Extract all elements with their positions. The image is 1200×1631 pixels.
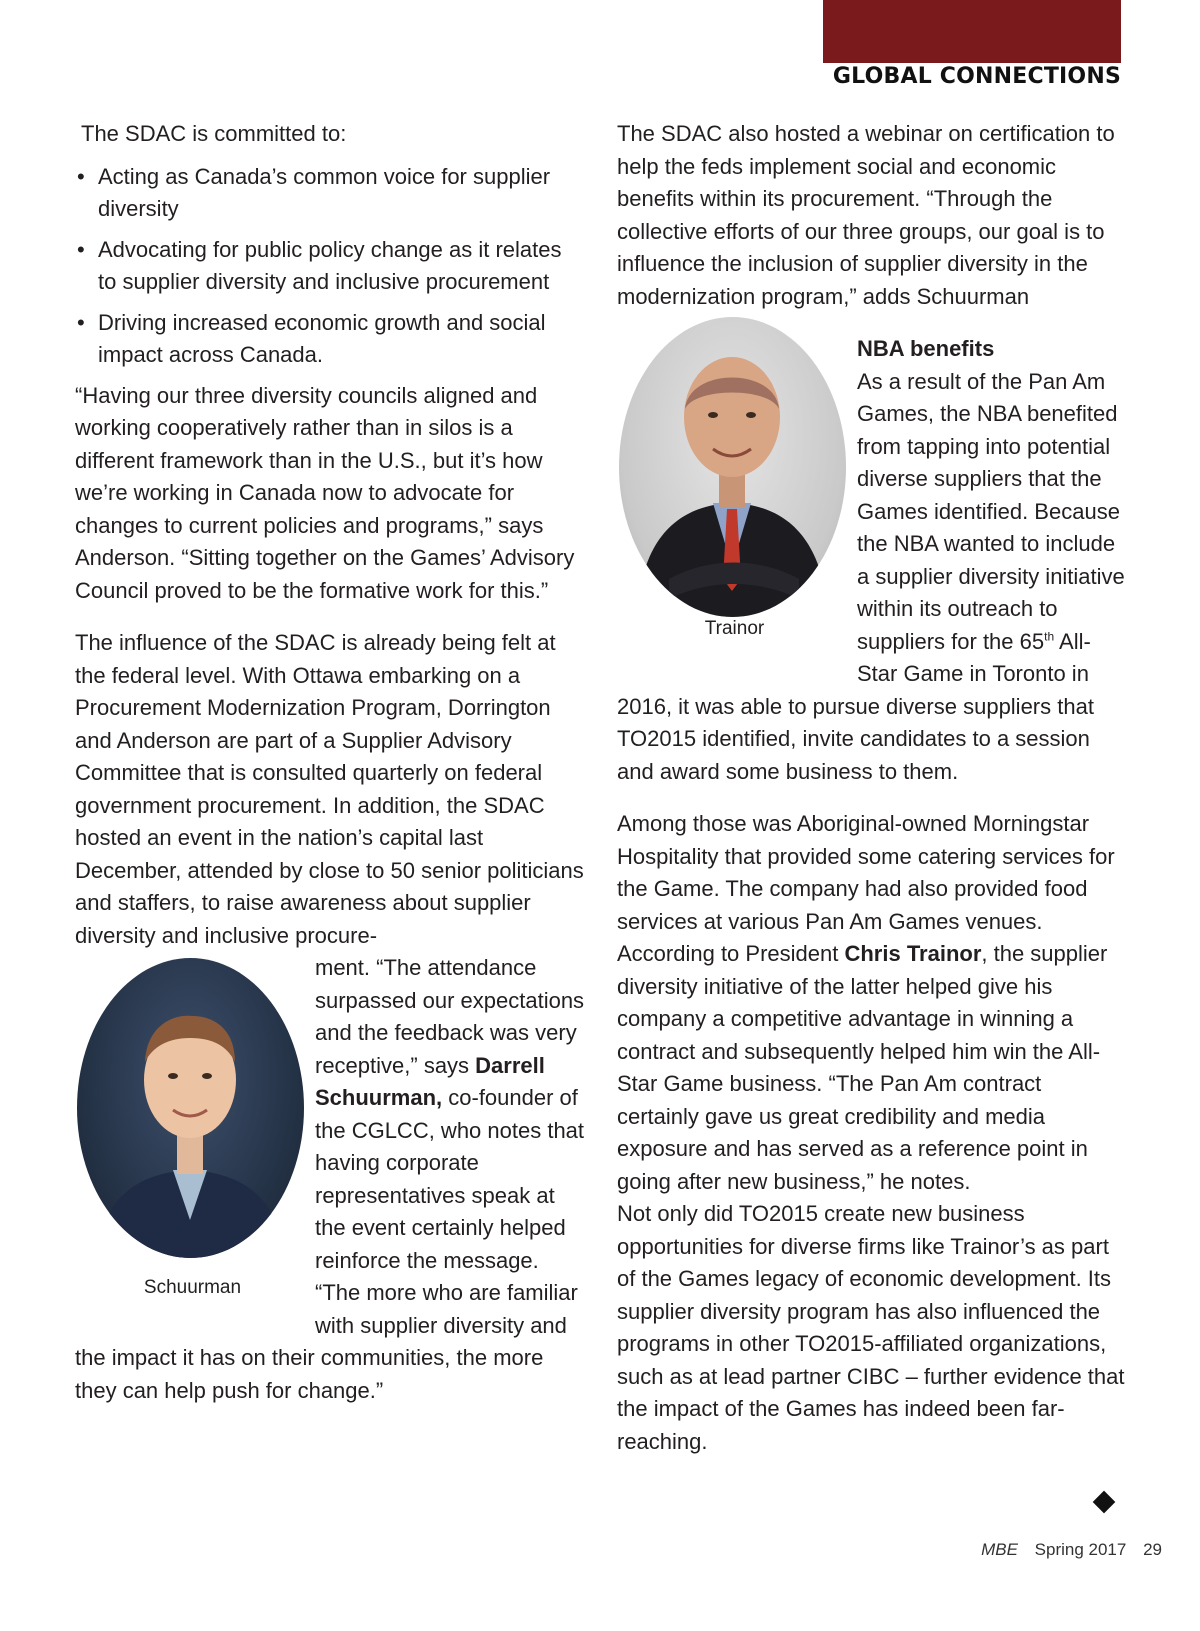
paragraph-text: As a result of the Pan Am Games, the NBA benefited from tapping into potential diverse suppliers that the Games identified. Because the NBA wanted to include a supplier diversity initiative within its outreach to suppliers for the 65 — [857, 368, 1125, 654]
intro-text: The SDAC is committed to: — [81, 121, 347, 146]
right-column — [617, 118, 1127, 1458]
paragraph-text: ment. “The attendance surpassed our expectations and the feedback was very receptive,” says — [315, 955, 585, 1078]
section-label: GLOBAL CONNECTIONS — [832, 64, 1121, 89]
legacy-paragraph: Not only did TO2015 create new business opportunities for diverse firms like Trainor’s as part of the Games legacy of economic development. Its supplier diversity program has also influenced the programs in other TO2015-affiliated organizations, such as at lead partner CIBC – further evidence that the impact of the Games has indeed been far-reaching. — [617, 1201, 1125, 1454]
page-footer — [981, 1540, 1162, 1560]
issue-date: Spring 2017 — [1034, 1540, 1127, 1559]
list-item: • Driving increased economic growth and social impact across Canada. — [75, 307, 585, 372]
section-heading: NBA benefits — [857, 336, 995, 361]
left-column — [75, 118, 585, 1407]
magazine-name: MBE — [981, 1540, 1018, 1559]
list-item: • Acting as Canada’s common voice for supplier diversity — [75, 161, 585, 226]
schuurman-portrait — [77, 958, 304, 1258]
person-silhouette-icon — [77, 958, 304, 1258]
trainor-portrait — [619, 317, 846, 617]
person-silhouette-icon — [619, 317, 846, 617]
photo-caption: Schuurman — [143, 1277, 242, 1298]
paragraph-text: All-Star Game in Toronto in 2016, it was able to pursue diverse suppliers that TO2015 identified, invite candidates to a session and award some business to them. — [617, 628, 1094, 784]
paragraph-text: Among those was Aboriginal-owned Morningstar Hospitality that provided some catering services for the Game. The company had also provided food services at various Pan Am Games venues. According to President — [617, 811, 1115, 966]
webinar-paragraph: The SDAC also hosted a webinar on certification to help the feds implement social and economic benefits within its procurement. “Through the collective efforts of our three groups, our goal is to influence the inclusion of supplier diversity in the modernization program,” adds Schuurman — [617, 121, 1115, 309]
header-color-bar — [823, 0, 1121, 63]
federal-influence-paragraph — [75, 627, 585, 952]
person-name: Chris Trainor — [844, 941, 982, 966]
list-item: • Advocating for public policy change as it relates to supplier diversity and inclusive procurement — [75, 234, 585, 299]
end-of-article-diamond-icon — [1093, 1491, 1116, 1514]
person-name: Darrell Schuurman, — [315, 1052, 545, 1110]
morningstar-paragraph — [617, 808, 1127, 1198]
paragraph-text: co-founder of the CGLCC, who notes that having corporate representatives speak at the event certainly helped reinforce the message. “The more who are familiar with supplier diversity and the impact it has on their communities, the more they can help push for change.” — [75, 1085, 585, 1403]
paragraph-text: , the supplier diversity initiative of the latter helped give his company a competitive advantage in winning a contract and subsequently helped him win the All-Star Game business. “The Pan Am contract certainly gave us great credibility and media exposure and has served as a reference point in going after new business,” he notes. — [617, 941, 1108, 1194]
anderson-quote-paragraph: “Having our three diversity councils aligned and working cooperatively rather than in silos is a different framework than in the U.S., but it’s how we’re working in Canada now to advocate for changes to current policies and programs,” says Anderson. “Sitting together on the Games’ Advisory Council proved to be the formative work for this.” — [75, 382, 575, 603]
schuurman-photo-figure — [75, 958, 310, 1310]
page-number: 29 — [1143, 1540, 1162, 1559]
trainor-photo-figure — [617, 317, 852, 677]
paragraph-text: The influence of the SDAC is already being felt at the federal level. With Ottawa embarking on a Procurement Modernization Program, Dorrington and Anderson are part of a Supplier Advisory Committee that is consulted quarterly on federal government procurement. In addition, the SDAC hosted an event in the nation’s capital last December, attended by close to 50 senior politicians and staffers, to raise awareness about supplier diversity and inclusive procure- — [75, 630, 584, 948]
ordinal-suffix: th — [1044, 629, 1055, 644]
commitment-list — [75, 161, 585, 372]
photo-caption: Trainor — [704, 618, 765, 639]
